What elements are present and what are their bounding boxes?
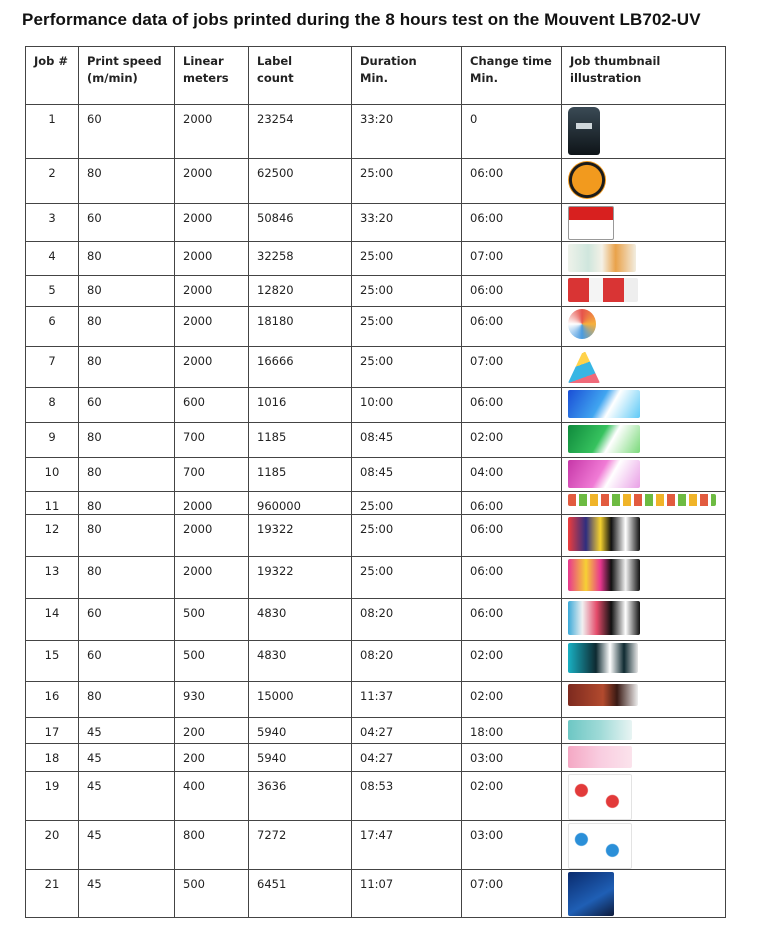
header-duration: Duration Min. <box>352 47 462 105</box>
change-time-cell: 02:00 <box>462 641 562 682</box>
linear-meters-cell: 2000 <box>175 515 249 557</box>
linear-meters-cell: 2000 <box>175 492 249 515</box>
duration-cell: 25:00 <box>352 307 462 347</box>
duration-cell: 17:47 <box>352 821 462 870</box>
duration-cell: 33:20 <box>352 105 462 159</box>
table-row <box>26 307 726 347</box>
thumbnail-cell <box>562 515 726 557</box>
thumbnail-cell <box>562 599 726 641</box>
table-row <box>26 515 726 557</box>
thumbnail-cell <box>562 744 726 772</box>
change-time-cell: 06:00 <box>462 276 562 307</box>
label-count-cell: 1185 <box>249 423 352 458</box>
thumbnail-cell <box>562 388 726 423</box>
label-count-cell: 5940 <box>249 744 352 772</box>
linear-meters-cell: 2000 <box>175 204 249 242</box>
label-count-cell: 32258 <box>249 242 352 276</box>
job-number-cell: 14 <box>26 599 79 641</box>
duration-cell: 11:07 <box>352 870 462 918</box>
change-time-cell: 07:00 <box>462 347 562 388</box>
linear-meters-cell: 200 <box>175 718 249 744</box>
linear-meters-cell: 2000 <box>175 242 249 276</box>
change-time-cell: 18:00 <box>462 718 562 744</box>
thumbnail-image <box>568 823 632 869</box>
job-number-cell: 1 <box>26 105 79 159</box>
thumbnail-image <box>568 309 596 339</box>
header-linear-meters: Linear meters <box>175 47 249 105</box>
print-speed-cell: 80 <box>79 682 175 718</box>
thumbnail-image <box>568 746 632 768</box>
table-row <box>26 458 726 492</box>
thumbnail-cell <box>562 105 726 159</box>
job-number-cell: 20 <box>26 821 79 870</box>
duration-cell: 33:20 <box>352 204 462 242</box>
duration-cell: 08:45 <box>352 458 462 492</box>
print-speed-cell: 60 <box>79 204 175 242</box>
duration-cell: 25:00 <box>352 242 462 276</box>
print-speed-cell: 60 <box>79 599 175 641</box>
table-row <box>26 276 726 307</box>
table-header-row <box>26 47 726 105</box>
thumbnail-cell <box>562 718 726 744</box>
table-row <box>26 744 726 772</box>
label-count-cell: 19322 <box>249 515 352 557</box>
duration-cell: 08:20 <box>352 599 462 641</box>
job-number-cell: 18 <box>26 744 79 772</box>
table-row <box>26 718 726 744</box>
linear-meters-cell: 2000 <box>175 159 249 204</box>
print-speed-cell: 80 <box>79 515 175 557</box>
label-count-cell: 960000 <box>249 492 352 515</box>
thumbnail-image <box>568 517 640 551</box>
duration-cell: 25:00 <box>352 347 462 388</box>
thumbnail-image <box>568 559 640 591</box>
linear-meters-cell: 600 <box>175 388 249 423</box>
job-number-cell: 9 <box>26 423 79 458</box>
print-speed-cell: 60 <box>79 105 175 159</box>
table-row <box>26 557 726 599</box>
print-speed-cell: 80 <box>79 458 175 492</box>
thumbnail-cell <box>562 772 726 821</box>
change-time-cell: 06:00 <box>462 599 562 641</box>
table-row <box>26 772 726 821</box>
print-speed-cell: 80 <box>79 276 175 307</box>
job-number-cell: 7 <box>26 347 79 388</box>
job-number-cell: 15 <box>26 641 79 682</box>
thumbnail-cell <box>562 458 726 492</box>
linear-meters-cell: 2000 <box>175 276 249 307</box>
duration-cell: 10:00 <box>352 388 462 423</box>
header-thumbnail: Job thumbnail illustration <box>562 47 726 105</box>
thumbnail-cell <box>562 276 726 307</box>
linear-meters-cell: 2000 <box>175 307 249 347</box>
table-row <box>26 105 726 159</box>
label-count-cell: 16666 <box>249 347 352 388</box>
thumbnail-image <box>568 774 632 820</box>
change-time-cell: 02:00 <box>462 423 562 458</box>
change-time-cell: 06:00 <box>462 557 562 599</box>
duration-cell: 11:37 <box>352 682 462 718</box>
label-count-cell: 1185 <box>249 458 352 492</box>
linear-meters-cell: 500 <box>175 870 249 918</box>
label-count-cell: 4830 <box>249 599 352 641</box>
linear-meters-cell: 400 <box>175 772 249 821</box>
label-count-cell: 6451 <box>249 870 352 918</box>
table-row <box>26 492 726 515</box>
thumbnail-image <box>568 390 640 418</box>
change-time-cell: 03:00 <box>462 821 562 870</box>
page-title: Performance data of jobs printed during the 8 hours test on the Mouvent LB702-UV <box>22 10 701 29</box>
thumbnail-cell <box>562 159 726 204</box>
linear-meters-cell: 2000 <box>175 105 249 159</box>
thumbnail-cell <box>562 204 726 242</box>
linear-meters-cell: 200 <box>175 744 249 772</box>
thumbnail-image <box>568 643 638 673</box>
performance-table <box>25 46 726 918</box>
print-speed-cell: 45 <box>79 870 175 918</box>
print-speed-cell: 45 <box>79 772 175 821</box>
change-time-cell: 0 <box>462 105 562 159</box>
table-row <box>26 388 726 423</box>
change-time-cell: 06:00 <box>462 159 562 204</box>
linear-meters-cell: 700 <box>175 458 249 492</box>
duration-cell: 08:53 <box>352 772 462 821</box>
thumbnail-cell <box>562 347 726 388</box>
table-row <box>26 599 726 641</box>
print-speed-cell: 80 <box>79 557 175 599</box>
print-speed-cell: 80 <box>79 347 175 388</box>
label-count-cell: 23254 <box>249 105 352 159</box>
duration-cell: 04:27 <box>352 718 462 744</box>
label-count-cell: 15000 <box>249 682 352 718</box>
duration-cell: 08:20 <box>352 641 462 682</box>
thumbnail-image <box>568 161 606 199</box>
change-time-cell: 04:00 <box>462 458 562 492</box>
linear-meters-cell: 2000 <box>175 557 249 599</box>
thumbnail-cell <box>562 492 726 515</box>
change-time-cell: 07:00 <box>462 242 562 276</box>
linear-meters-cell: 930 <box>175 682 249 718</box>
table-row <box>26 641 726 682</box>
thumbnail-cell <box>562 242 726 276</box>
job-number-cell: 10 <box>26 458 79 492</box>
label-count-cell: 3636 <box>249 772 352 821</box>
thumbnail-image <box>568 244 636 272</box>
change-time-cell: 06:00 <box>462 492 562 515</box>
thumbnail-image <box>568 684 638 706</box>
label-count-cell: 62500 <box>249 159 352 204</box>
linear-meters-cell: 700 <box>175 423 249 458</box>
job-number-cell: 21 <box>26 870 79 918</box>
job-number-cell: 16 <box>26 682 79 718</box>
job-number-cell: 2 <box>26 159 79 204</box>
print-speed-cell: 45 <box>79 744 175 772</box>
print-speed-cell: 80 <box>79 492 175 515</box>
duration-cell: 25:00 <box>352 276 462 307</box>
print-speed-cell: 45 <box>79 821 175 870</box>
table-row <box>26 347 726 388</box>
duration-cell: 08:45 <box>352 423 462 458</box>
thumbnail-image <box>568 278 638 302</box>
header-job: Job # <box>26 47 79 105</box>
thumbnail-image <box>568 720 632 740</box>
change-time-cell: 02:00 <box>462 772 562 821</box>
label-count-cell: 18180 <box>249 307 352 347</box>
duration-cell: 25:00 <box>352 492 462 515</box>
change-time-cell: 03:00 <box>462 744 562 772</box>
job-number-cell: 4 <box>26 242 79 276</box>
thumbnail-cell <box>562 682 726 718</box>
header-change-time: Change time Min. <box>462 47 562 105</box>
change-time-cell: 06:00 <box>462 307 562 347</box>
label-count-cell: 12820 <box>249 276 352 307</box>
table-row <box>26 242 726 276</box>
job-number-cell: 13 <box>26 557 79 599</box>
change-time-cell: 07:00 <box>462 870 562 918</box>
change-time-cell: 06:00 <box>462 204 562 242</box>
job-number-cell: 8 <box>26 388 79 423</box>
print-speed-cell: 80 <box>79 307 175 347</box>
table-row <box>26 159 726 204</box>
linear-meters-cell: 2000 <box>175 347 249 388</box>
table-row <box>26 682 726 718</box>
linear-meters-cell: 800 <box>175 821 249 870</box>
duration-cell: 25:00 <box>352 557 462 599</box>
header-print-speed: Print speed (m/min) <box>79 47 175 105</box>
thumbnail-image <box>568 349 600 383</box>
label-count-cell: 4830 <box>249 641 352 682</box>
job-number-cell: 5 <box>26 276 79 307</box>
thumbnail-cell <box>562 307 726 347</box>
table-row <box>26 870 726 918</box>
print-speed-cell: 60 <box>79 641 175 682</box>
linear-meters-cell: 500 <box>175 599 249 641</box>
label-count-cell: 5940 <box>249 718 352 744</box>
table-row <box>26 821 726 870</box>
thumbnail-cell <box>562 423 726 458</box>
change-time-cell: 06:00 <box>462 388 562 423</box>
job-number-cell: 19 <box>26 772 79 821</box>
change-time-cell: 02:00 <box>462 682 562 718</box>
print-speed-cell: 45 <box>79 718 175 744</box>
duration-cell: 25:00 <box>352 159 462 204</box>
header-label-count: Label count <box>249 47 352 105</box>
thumbnail-cell <box>562 870 726 918</box>
thumbnail-cell <box>562 821 726 870</box>
label-count-cell: 1016 <box>249 388 352 423</box>
job-number-cell: 6 <box>26 307 79 347</box>
table-row <box>26 204 726 242</box>
job-number-cell: 3 <box>26 204 79 242</box>
job-number-cell: 17 <box>26 718 79 744</box>
thumbnail-image <box>568 601 640 635</box>
print-speed-cell: 80 <box>79 159 175 204</box>
label-count-cell: 19322 <box>249 557 352 599</box>
duration-cell: 25:00 <box>352 515 462 557</box>
change-time-cell: 06:00 <box>462 515 562 557</box>
thumbnail-image <box>568 425 640 453</box>
thumbnail-image <box>568 872 614 916</box>
job-number-cell: 12 <box>26 515 79 557</box>
thumbnail-image <box>568 107 600 155</box>
thumbnail-cell <box>562 641 726 682</box>
table-row <box>26 423 726 458</box>
job-number-cell: 11 <box>26 492 79 515</box>
label-count-cell: 7272 <box>249 821 352 870</box>
thumbnail-image <box>568 494 716 506</box>
print-speed-cell: 60 <box>79 388 175 423</box>
linear-meters-cell: 500 <box>175 641 249 682</box>
duration-cell: 04:27 <box>352 744 462 772</box>
label-count-cell: 50846 <box>249 204 352 242</box>
thumbnail-image <box>568 460 640 488</box>
thumbnail-image <box>568 206 614 240</box>
print-speed-cell: 80 <box>79 423 175 458</box>
thumbnail-cell <box>562 557 726 599</box>
print-speed-cell: 80 <box>79 242 175 276</box>
